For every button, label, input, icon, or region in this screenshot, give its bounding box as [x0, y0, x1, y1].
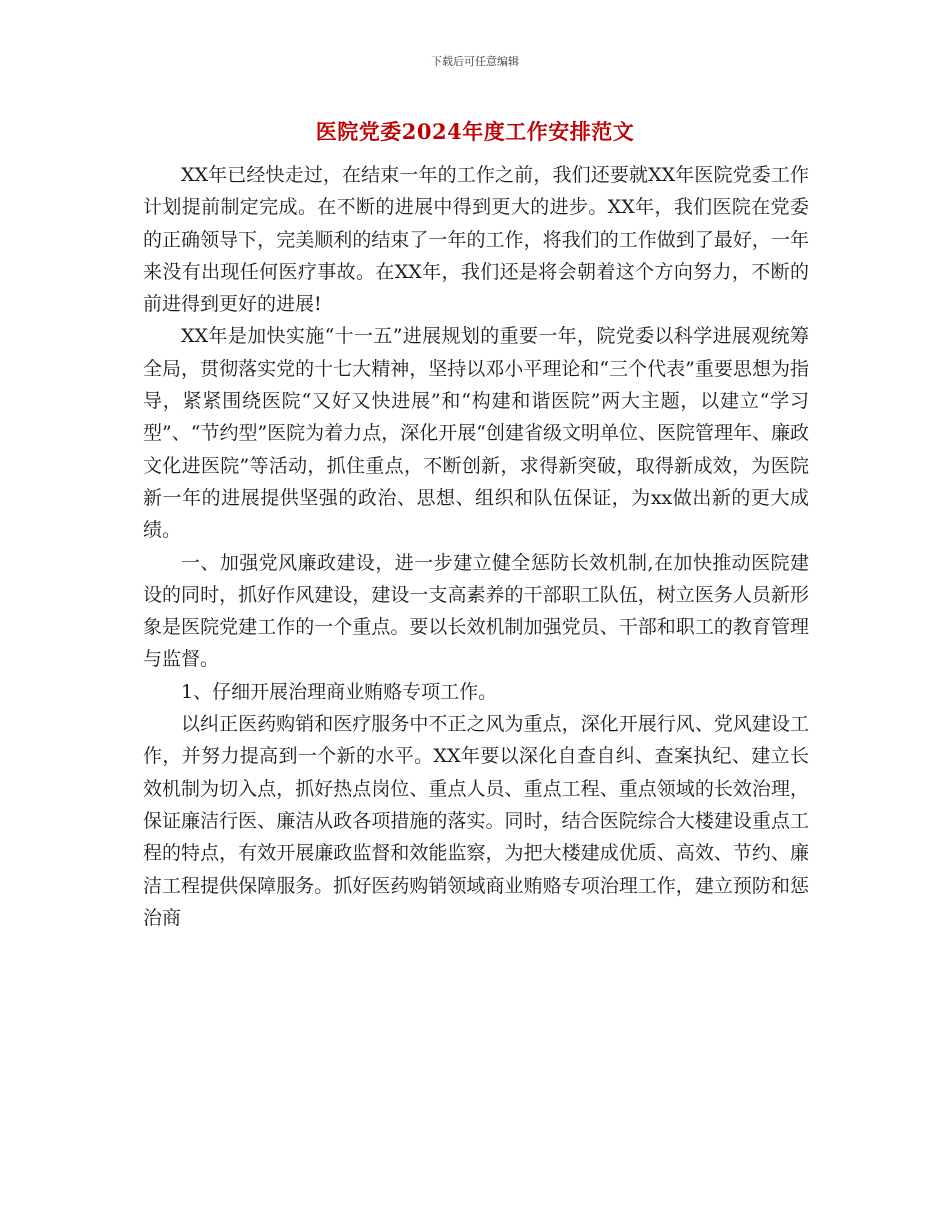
paragraph: XX年是加快实施“十一五”进展规划的重要一年，院党委以科学进展观统筹全局，贯彻落实党的十七大精神，坚持以邓小平理论和“三个代表”重要思想为指导，紧紧围绕医院“又好又快进展”和“构建和谐医院”两大主题，以建立“学习型”、“节约型”医院为着力点，深化开展“创建省级文明单位、医院管理年、廉政文化进医院”等活动，抓住重点，不断创新，求得新突破，取得新成效，为医院新一年的进展提供坚强的政治、思想、组织和队伍保证，为xx做出新的更大成绩。	[143, 325, 809, 542]
paragraph: 1、仔细开展治理商业贿赂专项工作。	[181, 680, 498, 703]
document-body	[143, 159, 809, 934]
document-title: 医院党委2024年度工作安排范文	[315, 119, 635, 144]
header-note: 下载后可任意编辑	[431, 55, 519, 68]
paragraph: 以纠正医药购销和医疗服务中不正之风为重点，深化开展行风、党风建设工作，并努力提高到一个新的水平。XX年要以深化自查自纠、查案执纪、建立长效机制为切入点，抓好热点岗位、重点人员、重点工程、重点领域的长效治理，保证廉洁行医、廉洁从政各项措施的落实。同时，结合医院综合大楼建设重点工程的特点，有效开展廉政监督和效能监察，为把大楼建成优质、高效、节约、廉洁工程提供保障服务。抓好医药购销领域商业贿赂专项治理工作，建立预防和惩治商	[143, 713, 809, 929]
paragraph: XX年已经快走过，在结束一年的工作之前，我们还要就XX年医院党委工作计划提前制定完成。在不断的进展中得到更大的进步。XX年，我们医院在党委的正确领导下，完美顺利的结束了一年的工作，将我们的工作做到了最好，一年来没有出现任何医疗事故。在XX年，我们还是将会朝着这个方向努力，不断的前进得到更好的进展!	[143, 164, 809, 316]
paragraph: 一、加强党风廉政建设，进一步建立健全惩防长效机制,在加快推动医院建设的同时，抓好作风建设，建设一支高素养的干部职工队伍，树立医务人员新形象是医院党建工作的一个重点。要以长效机制加强党员、干部和职工的教育管理与监督。	[143, 551, 809, 671]
